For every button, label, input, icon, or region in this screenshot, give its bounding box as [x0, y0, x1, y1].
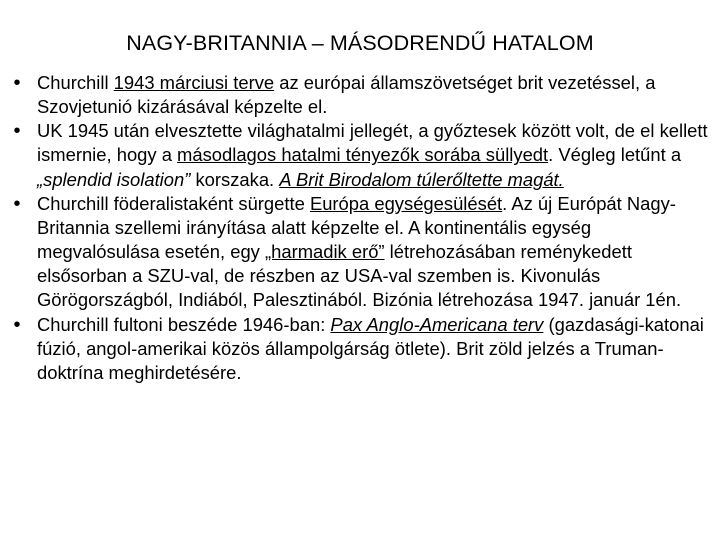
slide-title: NAGY-BRITANNIA – MÁSODRENDŰ HATALOM — [126, 31, 594, 55]
bullet-text: UK 1945 után elvesztette világhatalmi jellegét, a győztesek között volt, de el kellett ismernie, hogy a másodlagos hatalmi tényezők sorába süllyedt. Végleg letűnt a „splendid isolation” korszaka. A Brit Birodalom túlerőltette magát. — [37, 120, 708, 190]
bullet-text: Churchill fultoni beszéde 1946-ban: Pax Anglo-Americana terv (gazdasági-katonai fúzió, angol-amerikai közös állampolgárság ötlete). Brit zöld jelzés a Truman-doktrína meghirdetésére. — [37, 313, 704, 383]
bullet-item — [8, 192, 716, 313]
bullet-dot: • — [13, 72, 21, 94]
bullet-text: Churchill 1943 márciusi terve az európai államszövetséget brit vezetéssel, a Szovjetunió kizárásával képzelte el. — [37, 72, 656, 118]
bullet-dot: • — [13, 192, 21, 215]
bullet-item — [8, 119, 716, 191]
bullet-text: Churchill föderalistaként sürgette Európa egységesülését. Az új Európát Nagy-Britannia szellemi irányítása alatt képzelte el. A kontinentális egység megvalósulása esetén, egy „harmadik erő” létrehozásában reménykedett elsősorban a SZU-val, de részben az USA-val szemben is. Kivonulás Görögországból, Indiából, Palesztinából. Bizónia létrehozása 1947. január 1én. — [37, 192, 682, 311]
bullet-item — [8, 313, 716, 385]
bullet-item — [8, 71, 716, 119]
bullet-dot: • — [13, 313, 21, 336]
bullet-list — [8, 71, 716, 385]
bullet-dot: • — [13, 120, 21, 143]
